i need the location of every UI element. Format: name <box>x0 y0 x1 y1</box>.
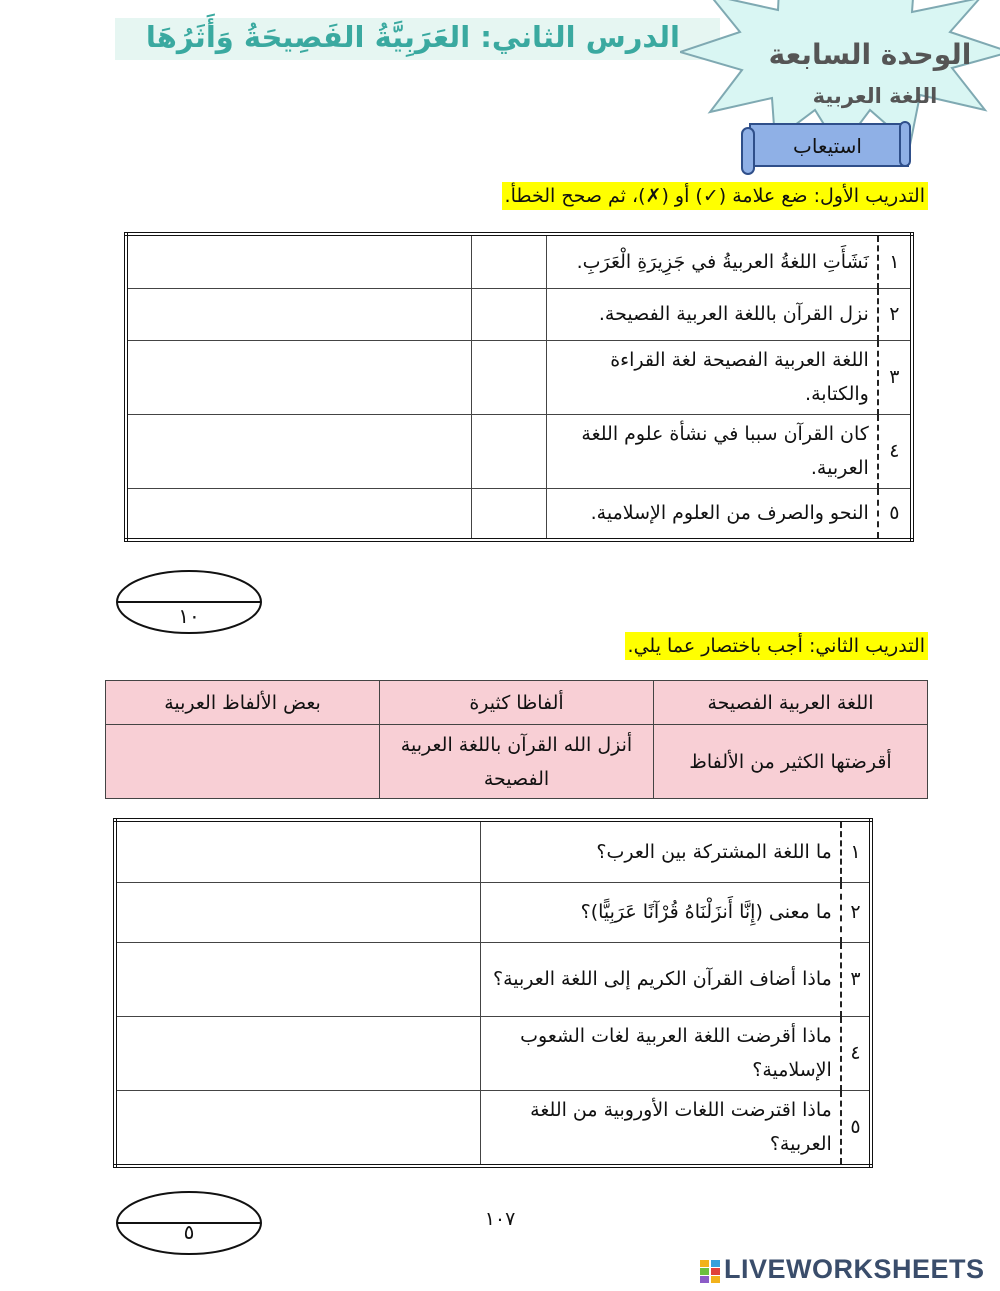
table-row <box>126 340 912 414</box>
word-bank-cell: أقرضتها الكثير من الألفاظ <box>654 725 928 799</box>
statement-text: نَشَأَتِ اللغةُ العربيةُ في جَزِيرَةِ الْعَرَبِ. <box>546 234 878 288</box>
table-row <box>115 820 871 882</box>
correction-cell[interactable] <box>126 414 472 488</box>
exercise1-table <box>124 232 914 542</box>
section-label: استيعاب <box>793 134 862 158</box>
word-bank-table <box>105 680 928 799</box>
table-row <box>115 1016 871 1090</box>
correction-cell[interactable] <box>126 340 472 414</box>
questions-table <box>113 818 873 1168</box>
table-row <box>126 488 912 540</box>
table-row <box>115 882 871 942</box>
mark-cell[interactable] <box>472 488 546 540</box>
answer-cell[interactable] <box>115 942 481 1016</box>
word-bank-header: بعض الألفاظ العربية <box>106 681 380 725</box>
mark-cell[interactable] <box>472 234 546 288</box>
table-row <box>106 725 928 799</box>
exercise1-heading: التدريب الأول: ضع علامة (✓) أو (✗)، ثم صحح الخطأ. <box>502 182 928 210</box>
answer-cell[interactable] <box>115 882 481 942</box>
correction-cell[interactable] <box>126 288 472 340</box>
brand-name[interactable]: LIVEWORKSHEETS <box>724 1254 985 1284</box>
exercise1-score: ١٠ <box>178 604 200 628</box>
statement-text: كان القرآن سببا في نشأة علوم اللغة العربية. <box>546 414 878 488</box>
correction-cell[interactable] <box>126 488 472 540</box>
table-row <box>115 1090 871 1166</box>
statement-text: نزل القرآن باللغة العربية الفصيحة. <box>546 288 878 340</box>
table-row <box>126 288 912 340</box>
unit-title: الوحدة السابعة <box>768 38 972 71</box>
row-number: ٢ <box>878 288 912 340</box>
question-text: ماذا أقرضت اللغة العربية لغات الشعوب الإسلامية؟ <box>481 1016 841 1090</box>
mark-cell[interactable] <box>472 288 546 340</box>
page-number: ١٠٧ <box>484 1208 516 1230</box>
statement-text: النحو والصرف من العلوم الإسلامية. <box>546 488 878 540</box>
row-number: ٣ <box>841 942 871 1016</box>
word-bank-cell <box>106 725 380 799</box>
question-text: ما معنى (إِنَّا أَنزَلْنَاهُ قُرْآنًا عَرَبِيًّا)؟ <box>481 882 841 942</box>
liveworksheets-logo-icon <box>700 1260 720 1284</box>
row-number: ٤ <box>878 414 912 488</box>
question-text: ما اللغة المشتركة بين العرب؟ <box>481 820 841 882</box>
question-text: ماذا أضاف القرآن الكريم إلى اللغة العربية؟ <box>481 942 841 1016</box>
row-number: ١ <box>841 820 871 882</box>
exercise2-score: ٥ <box>183 1220 195 1244</box>
table-row <box>126 414 912 488</box>
table-row <box>126 234 912 288</box>
mark-cell[interactable] <box>472 340 546 414</box>
answer-cell[interactable] <box>115 1090 481 1166</box>
row-number: ٢ <box>841 882 871 942</box>
lesson-title: الدرس الثاني: العَرَبِيَّةُ الفَصِيحَةُ وَأَثَرُهَا <box>145 20 680 54</box>
answer-cell[interactable] <box>115 1016 481 1090</box>
correction-cell[interactable] <box>126 234 472 288</box>
mark-cell[interactable] <box>472 414 546 488</box>
word-bank-header: ألفاظا كثيرة <box>380 681 654 725</box>
answer-cell[interactable] <box>115 820 481 882</box>
statement-text: اللغة العربية الفصيحة لغة القراءة والكتابة. <box>546 340 878 414</box>
word-bank-cell: أنزل الله القرآن باللغة العربية الفصيحة <box>380 725 654 799</box>
table-row <box>115 942 871 1016</box>
word-bank-header: اللغة العربية الفصيحة <box>654 681 928 725</box>
unit-subject: اللغة العربية <box>812 84 938 108</box>
row-number: ١ <box>878 234 912 288</box>
exercise2-heading: التدريب الثاني: أجب باختصار عما يلي. <box>625 632 928 660</box>
row-number: ٥ <box>841 1090 871 1166</box>
row-number: ٥ <box>878 488 912 540</box>
question-text: ماذا اقترضت اللغات الأوروبية من اللغة العربية؟ <box>481 1090 841 1166</box>
row-number: ٣ <box>878 340 912 414</box>
table-row <box>106 681 928 725</box>
row-number: ٤ <box>841 1016 871 1090</box>
